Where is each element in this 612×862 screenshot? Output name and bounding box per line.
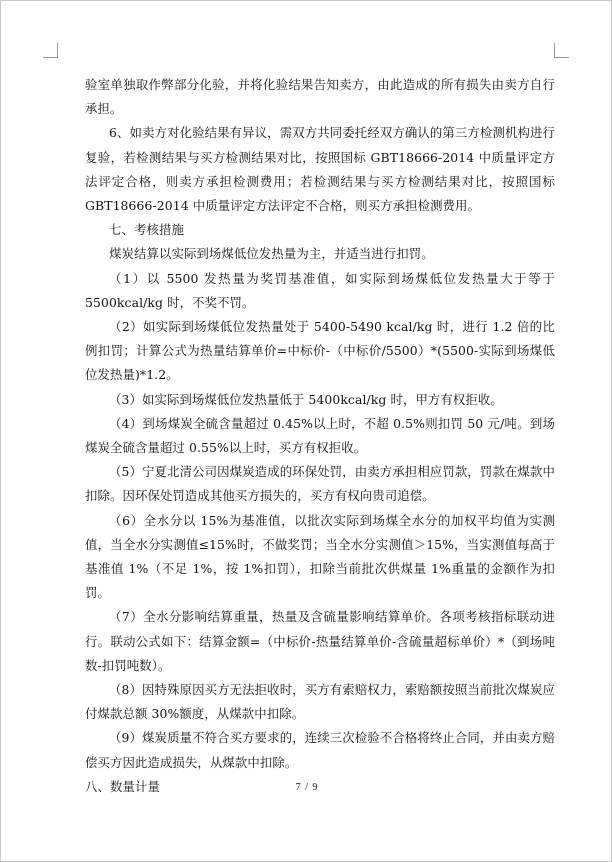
paragraph-item-2: （2）如实际到场煤低位发热量处于 5400-5490 kcal/kg 时，进行 1.2 倍的比例扣罚；计算公式为热量结算单价=中标价-（中标价/5500）*(5500-实际到场煤低位发热量)*1.2。 — [85, 319, 555, 383]
paragraph-item-7: （7）全水分影响结算重量，热量及含硫量影响结算单价。各项考核指标联动进行。联动公式如下：结算金额=（中标价-热量结算单价-含硫量超标单价）*（到场吨数-扣罚吨数）。 — [85, 609, 555, 673]
paragraph-clause-6: 6、如卖方对化验结果有异议，需双方共同委托经双方确认的第三方检测机构进行复验，若检测结果与买方检测结果对比，按照国标 GBT18666-2014 中质量评定方法评定合格，则卖方承担检测费用；若检测结果与买方检测结果对比，按照国标 GBT18666-2014 中质量评定方法评定不合格，则买方承担检测费用。 — [85, 125, 555, 214]
paragraph-item-5: （5）宁夏北清公司因煤炭造成的环保处罚，由卖方承担相应罚款，罚款在煤款中扣除。因环保处罚造成其他买方损失的，买方有权向贵司追偿。 — [85, 464, 555, 504]
section-heading-quantity: 八、数量计量 — [85, 778, 160, 794]
document-body — [85, 73, 555, 799]
paragraph-item-9: （9）煤炭质量不符合买方要求的，连续三次检验不合格将终止合同，并由卖方赔偿买方因此造成损失，从煤款中扣除。 — [85, 730, 555, 770]
section-heading-assessment: 七、考核措施 — [109, 222, 184, 238]
paragraph-item-4: （4）到场煤炭全硫含量超过 0.45%以上时，不超 0.5%则扣罚 50 元/吨。到场煤炭全硫含量超过 0.55%以上时，买方有权拒收。 — [85, 415, 555, 456]
paragraph-settlement-basis: 煤炭结算以实际到场煤低位发热量为主，并适当进行扣罚。 — [109, 246, 434, 262]
crop-mark-top-left — [43, 43, 58, 58]
paragraph-item-6: （6）全水分以 15%为基准值，以批次实际到场煤全水分的加权平均值为实测值，当全水分实测值≤15%时，不做奖罚；当全水分实测值＞15%，当实测值每高于基准值 1%（不足 1%，按 1%扣罚），扣除当前批次供煤量 1%重量的金额作为扣罚。 — [85, 512, 555, 601]
crop-mark-top-right — [554, 43, 569, 58]
page-number: 7 / 9 — [295, 782, 319, 793]
paragraph-item-8: （8）因特殊原因买方无法拒收时，买方有索赔权力，索赔额按照当前批次煤炭应付煤款总额 30%额度，从煤款中扣除。 — [85, 682, 555, 722]
paragraph-item-3: （3）如实际到场煤低位发热量低于 5400kcal/kg 时，甲方有权拒收。 — [109, 391, 503, 407]
paragraph-item-1: （1）以 5500 发热量为奖罚基准值，如实际到场煤低位发热量大于等于 5500kcal/kg 时，不奖不罚。 — [85, 270, 555, 310]
paragraph-continuation: 验室单独取作弊部分化验，并将化验结果告知卖方，由此造成的所有损失由卖方自行承担。 — [85, 77, 555, 117]
